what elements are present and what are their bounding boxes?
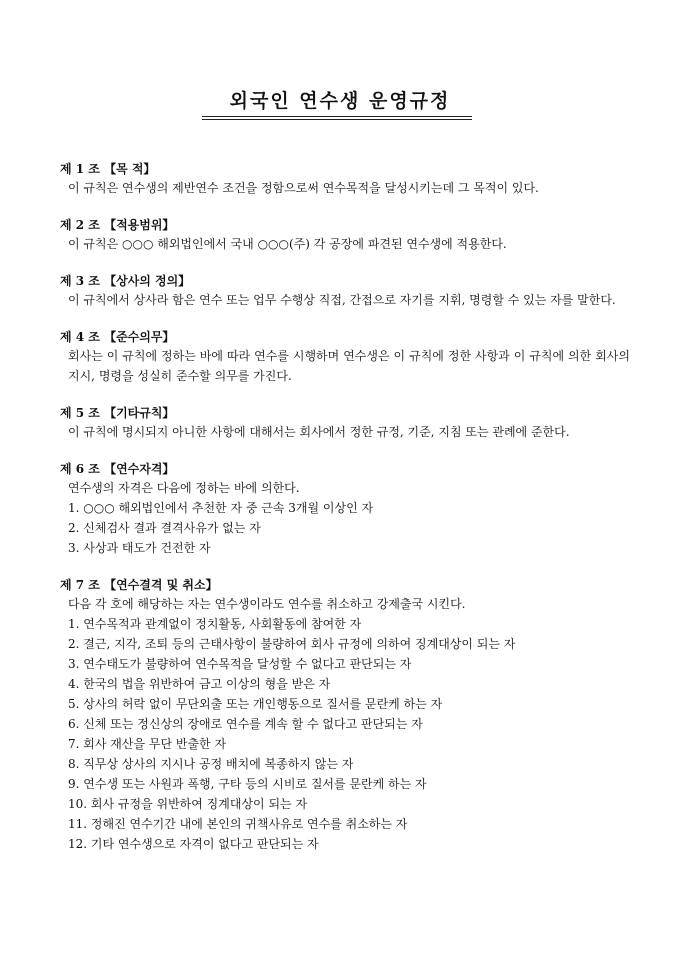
list-item: 4. 한국의 법을 위반하여 금고 이상의 형을 받은 자 [68,677,331,691]
article-5 [60,404,630,442]
article-heading: 제 6 조 【연수자격】 [60,462,175,476]
article-heading: 제 4 조 【준수의무】 [60,330,175,344]
list-item: 9. 연수생 또는 사원과 폭행, 구타 등의 시비로 질서를 문란케 하는 자 [68,777,427,791]
article-1 [60,160,630,198]
list-item: 1. 연수목적과 관계없이 정치활동, 사회활동에 참여한 자 [68,617,362,631]
article-text: 이 규칙은 연수생의 제반연수 조건을 정함으로써 연수목적을 달성시키는데 그 목적이 있다. [68,181,539,195]
article-4 [60,328,630,386]
article-3 [60,272,630,310]
article-heading: 제 2 조 【적용범위】 [60,218,175,232]
article-6 [60,460,630,558]
article-text: 회사는 이 규칙에 정하는 바에 따라 연수를 시행하며 연수생은 이 규칙에 정한 사항과 이 규칙에 의한 회사의 지시, 명령을 성실히 준수할 의무를 가진다. [68,349,630,383]
list-item: 10. 회사 규정을 위반하여 징계대상이 되는 자 [68,797,308,811]
list-item: 3. 사상과 태도가 건전한 자 [68,541,211,555]
list-item: 5. 상사의 허락 없이 무단외출 또는 개인행동으로 질서를 문란케 하는 자 [68,697,443,711]
article-2 [60,216,630,254]
list-item: 12. 기타 연수생으로 자격이 없다고 판단되는 자 [68,837,319,851]
list-item: 2. 신체검사 결과 결격사유가 없는 자 [68,521,261,535]
article-heading: 제 5 조 【기타규칙】 [60,406,175,420]
list-item: 1. ○○○ 해외법인에서 추천한 자 중 근속 3개월 이상인 자 [68,501,374,515]
list-item: 7. 회사 재산을 무단 반출한 자 [68,737,227,751]
article-text: 이 규칙은 ○○○ 해외법인에서 국내 ○○○(주) 각 공장에 파견된 연수생에 적용한다. [68,237,507,251]
document-title: 외국인 연수생 운영규정 [229,90,451,112]
article-intro: 연수생의 자격은 다음에 정하는 바에 의한다. [68,481,300,495]
article-7 [60,576,630,854]
list-item: 2. 결근, 지각, 조퇴 등의 근태사항이 불량하여 회사 규정에 의하여 징계대상이 되는 자 [68,637,516,651]
list-item: 11. 정해진 연수기간 내에 본인의 귀책사유로 연수를 취소하는 자 [68,817,408,831]
article-text: 이 규칙에서 상사라 함은 연수 또는 업무 수행상 직접, 간접으로 자기를 지휘, 명령할 수 있는 자를 말한다. [68,293,616,307]
article-intro: 다음 각 호에 해당하는 자는 연수생이라도 연수를 취소하고 강제출국 시킨다. [68,597,466,611]
list-item: 8. 직무상 상사의 지시나 공정 배치에 복종하지 않는 자 [68,757,354,771]
article-heading: 제 1 조 【목 적】 [60,162,156,176]
article-heading: 제 3 조 【상사의 정의】 [60,274,191,288]
article-text: 이 규칙에 명시되지 아니한 사항에 대해서는 회사에서 정한 규정, 기준, 지침 또는 관례에 준한다. [68,425,570,439]
title-underline-top [202,116,472,117]
title-underline-bottom [202,119,472,120]
list-item: 3. 연수태도가 불량하여 연수목적을 달성할 수 없다고 판단되는 자 [68,657,412,671]
list-item: 6. 신체 또는 정신상의 장애로 연수를 계속 할 수 없다고 판단되는 자 [68,717,423,731]
document-body [60,160,630,872]
article-heading: 제 7 조 【연수결격 및 취소】 [60,578,218,592]
